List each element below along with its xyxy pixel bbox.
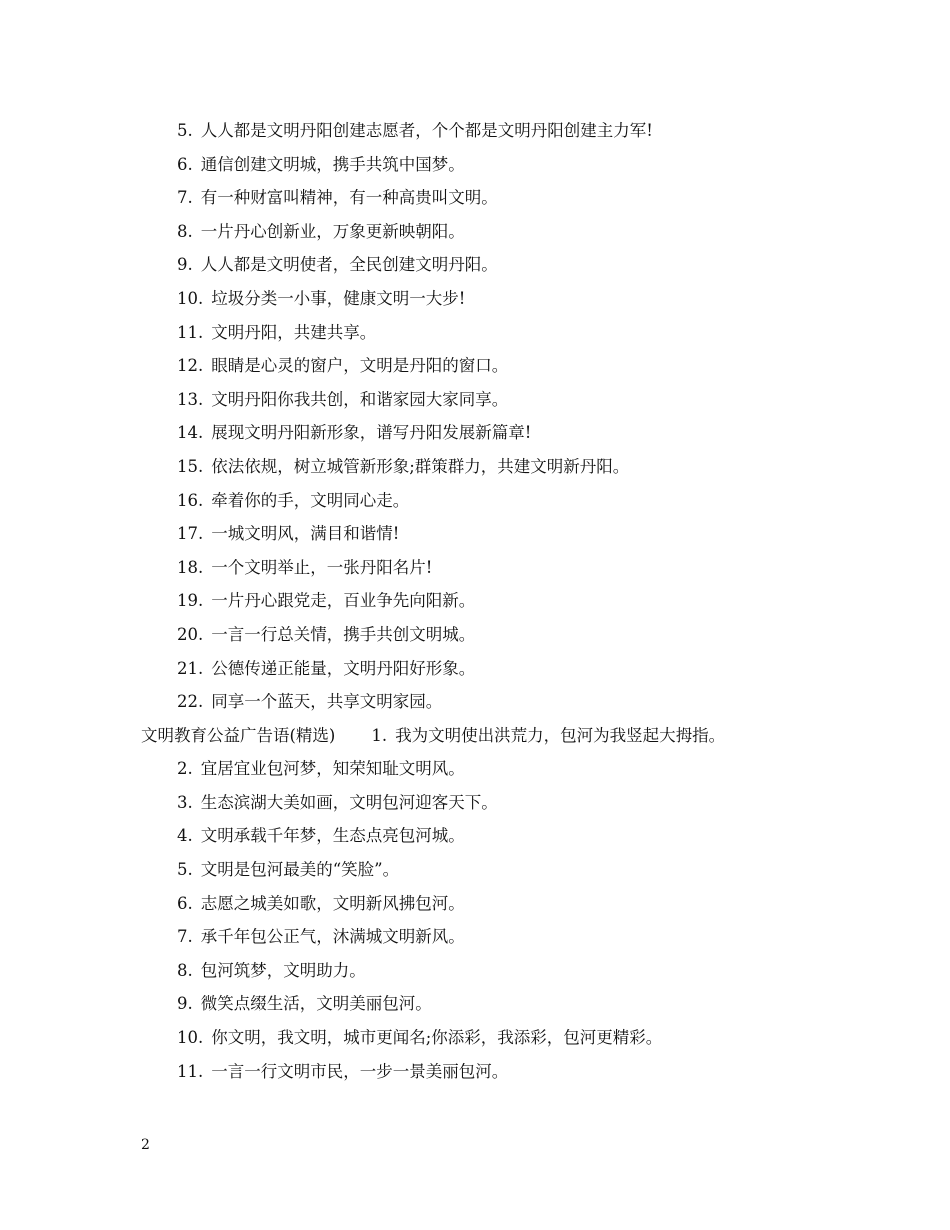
item-text: 公德传递正能量，文明丹阳好形象。	[211, 658, 476, 678]
list-item	[0, 551, 950, 585]
list-item	[0, 349, 950, 383]
item-text: 生态滨湖大美如画，文明包河迎客天下。	[200, 792, 498, 812]
list-item	[0, 819, 950, 853]
item-number: 11.	[177, 322, 204, 342]
item-text: 一片丹心创新业，万象更新映朝阳。	[200, 221, 465, 241]
item-text: 一城文明风，满目和谐情!	[211, 524, 400, 544]
section-heading: 文明教育公益广告语(精选)	[141, 725, 336, 745]
item-text: 展现文明丹阳新形象，谱写丹阳发展新篇章!	[211, 423, 532, 443]
page-number: 2	[141, 1137, 150, 1153]
item-number: 2.	[177, 759, 193, 779]
item-text: 宜居宜业包河梦，知荣知耻文明风。	[200, 759, 465, 779]
list-item	[0, 618, 950, 652]
list-item	[0, 114, 950, 148]
list-item	[0, 1055, 950, 1089]
item-text: 同享一个蓝天，共享文明家园。	[211, 692, 443, 712]
item-text: 眼睛是心灵的窗户，文明是丹阳的窗口。	[211, 356, 509, 376]
list-item	[0, 248, 950, 282]
item-number: 10.	[177, 1028, 204, 1048]
item-text: 通信创建文明城，携手共筑中国梦。	[200, 154, 465, 174]
item-number: 19.	[177, 591, 204, 611]
item-text: 承千年包公正气，沐满城文明新风。	[200, 927, 465, 947]
item-number: 13.	[177, 389, 204, 409]
section-heading-line	[0, 719, 950, 753]
list-item	[0, 148, 950, 182]
list-item	[0, 181, 950, 215]
list-item	[0, 752, 950, 786]
item-number: 16.	[177, 490, 204, 510]
item-number: 8.	[177, 960, 193, 980]
item-text: 文明丹阳你我共创，和谐家园大家同享。	[211, 389, 509, 409]
item-number: 12.	[177, 356, 204, 376]
item-number: 20.	[177, 624, 204, 644]
item-text: 人人都是文明使者，全民创建文明丹阳。	[200, 255, 498, 275]
item-number: 3.	[177, 792, 193, 812]
list-item	[0, 450, 950, 484]
item-number: 5.	[177, 860, 193, 880]
item-number: 6.	[177, 893, 193, 913]
item-text: 文明承载千年梦，生态点亮包河城。	[200, 826, 465, 846]
list-item	[0, 887, 950, 921]
item-text: 一片丹心跟党走，百业争先向阳新。	[211, 591, 476, 611]
item-number: 9.	[177, 255, 193, 275]
list-item	[0, 786, 950, 820]
item-text: 人人都是文明丹阳创建志愿者，个个都是文明丹阳创建主力军!	[200, 121, 653, 140]
list-item	[0, 652, 950, 686]
item-text: 一言一行总关情，携手共创文明城。	[211, 624, 476, 644]
item-number: 17.	[177, 524, 204, 544]
item-number: 14.	[177, 423, 204, 443]
list-item	[0, 517, 950, 551]
list-item	[0, 920, 950, 954]
item-text: 一个文明举止，一张丹阳名片!	[211, 557, 433, 577]
list-item	[0, 987, 950, 1021]
list-item	[0, 215, 950, 249]
item-text: 垃圾分类一小事，健康文明一大步!	[211, 288, 466, 308]
item-number: 8.	[177, 221, 193, 241]
item-text: 有一种财富叫精神，有一种高贵叫文明。	[200, 188, 498, 208]
item-text: 文明丹阳，共建共享。	[211, 322, 377, 342]
item-text: 微笑点缀生活，文明美丽包河。	[200, 994, 432, 1014]
item-number: 21.	[177, 658, 204, 678]
item-number: 9.	[177, 994, 193, 1014]
list-item	[0, 685, 950, 719]
item-number: 7.	[177, 927, 193, 947]
item-text: 牵着你的手，文明同心走。	[211, 490, 410, 510]
list-item	[0, 316, 950, 350]
item-number: 10.	[177, 288, 204, 308]
list-item	[0, 853, 950, 887]
item-text: 文明是包河最美的“笑脸”。	[200, 860, 400, 880]
item-text: 依法依规，树立城管新形象;群策群力，共建文明新丹阳。	[211, 456, 630, 476]
item-text: 包河筑梦，文明助力。	[200, 960, 366, 980]
list-item	[0, 484, 950, 518]
item-number: 1.	[371, 725, 388, 745]
item-number: 5.	[177, 121, 193, 140]
document-body	[0, 114, 950, 1088]
list-item	[0, 282, 950, 316]
list-item	[0, 383, 950, 417]
item-number: 11.	[177, 1061, 204, 1081]
list-item	[0, 954, 950, 988]
item-text: 我为文明使出洪荒力，包河为我竖起大拇指。	[395, 725, 726, 745]
item-number: 15.	[177, 456, 204, 476]
item-number: 7.	[177, 188, 193, 208]
item-number: 6.	[177, 154, 193, 174]
item-text: 你文明，我文明，城市更闻名;你添彩，我添彩，包河更精彩。	[211, 1028, 663, 1048]
item-number: 4.	[177, 826, 193, 846]
list-item	[0, 584, 950, 618]
list-item	[0, 416, 950, 450]
list-item	[0, 1021, 950, 1055]
item-number: 22.	[177, 692, 204, 712]
item-number: 18.	[177, 557, 204, 577]
item-text: 志愿之城美如歌，文明新风拂包河。	[200, 893, 465, 913]
item-text: 一言一行文明市民，一步一景美丽包河。	[211, 1061, 509, 1081]
